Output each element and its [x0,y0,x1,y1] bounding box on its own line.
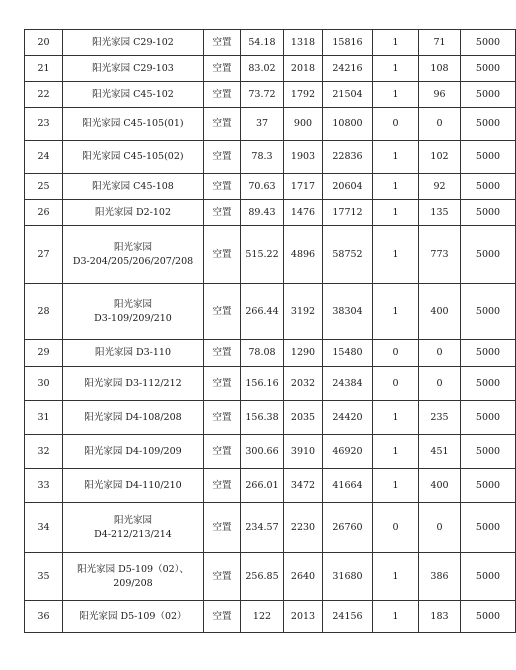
cell-value-1: 3910 [284,435,323,469]
cell-value-4: 0 [419,503,461,553]
cell-status: 空置 [204,503,241,553]
cell-row-number: 30 [25,367,63,401]
cell-value-5: 5000 [461,435,516,469]
cell-value-5: 5000 [461,141,516,174]
cell-area: 256.85 [241,553,284,601]
cell-area: 515.22 [241,226,284,284]
table-row [25,226,516,284]
cell-area: 300.66 [241,435,284,469]
cell-value-3: 1 [373,56,419,82]
cell-area: 78.3 [241,141,284,174]
cell-value-3: 1 [373,401,419,435]
cell-value-1: 900 [284,108,323,141]
cell-value-1: 2032 [284,367,323,401]
cell-property-name [63,200,204,226]
cell-area: 54.18 [241,30,284,56]
property-name-line: 阳光家园 C29-103 [92,62,174,74]
cell-value-4: 386 [419,553,461,601]
cell-value-3: 1 [373,82,419,108]
cell-area: 70.63 [241,174,284,200]
cell-value-3: 0 [373,108,419,141]
cell-status: 空置 [204,226,241,284]
cell-property-name [63,435,204,469]
cell-value-4: 235 [419,401,461,435]
cell-property-name [63,469,204,503]
property-name-line: 阳光家园 C29-102 [92,36,174,48]
cell-value-3: 1 [373,601,419,633]
cell-property-name [63,367,204,401]
cell-value-2: 15816 [323,30,373,56]
cell-property-name [63,503,204,553]
cell-property-name [63,30,204,56]
cell-value-2: 15480 [323,340,373,367]
table-row [25,401,516,435]
cell-value-4: 96 [419,82,461,108]
cell-property-name [63,56,204,82]
property-name-line: 阳光家园 [113,298,152,310]
cell-value-3: 1 [373,141,419,174]
cell-area: 89.43 [241,200,284,226]
cell-row-number: 27 [25,226,63,284]
cell-row-number: 20 [25,30,63,56]
cell-value-1: 1792 [284,82,323,108]
cell-property-name [63,553,204,601]
cell-area: 266.01 [241,469,284,503]
table-row [25,82,516,108]
cell-value-5: 5000 [461,367,516,401]
cell-property-name [63,82,204,108]
cell-status: 空置 [204,82,241,108]
cell-area: 78.08 [241,340,284,367]
cell-row-number: 31 [25,401,63,435]
table-row [25,503,516,553]
property-name-line: 阳光家园 D3-112/212 [84,377,182,389]
cell-value-5: 5000 [461,340,516,367]
property-name-line-2: 209/208 [113,577,153,589]
cell-status: 空置 [204,284,241,340]
property-name-line: 阳光家园 D5-109（02）、 [77,563,189,575]
cell-area: 122 [241,601,284,633]
cell-value-5: 5000 [461,503,516,553]
cell-area: 266.44 [241,284,284,340]
table-row [25,340,516,367]
cell-value-4: 92 [419,174,461,200]
cell-property-name [63,141,204,174]
cell-value-5: 5000 [461,30,516,56]
cell-value-2: 46920 [323,435,373,469]
table-row [25,56,516,82]
cell-status: 空置 [204,30,241,56]
cell-value-1: 1717 [284,174,323,200]
cell-row-number: 29 [25,340,63,367]
cell-row-number: 26 [25,200,63,226]
cell-value-2: 10800 [323,108,373,141]
cell-value-5: 5000 [461,553,516,601]
cell-value-1: 4896 [284,226,323,284]
property-name-line-2: D4-212/213/214 [94,528,172,540]
cell-value-5: 5000 [461,82,516,108]
cell-value-2: 24216 [323,56,373,82]
property-name-line-2: D3-204/205/206/207/208 [72,255,194,267]
cell-value-4: 0 [419,340,461,367]
cell-value-5: 5000 [461,226,516,284]
table-row [25,30,516,56]
cell-value-2: 22836 [323,141,373,174]
cell-status: 空置 [204,340,241,367]
cell-value-2: 31680 [323,553,373,601]
cell-value-2: 24420 [323,401,373,435]
table-row [25,435,516,469]
cell-property-name [63,226,204,284]
cell-value-4: 400 [419,469,461,503]
cell-value-3: 0 [373,367,419,401]
cell-value-1: 1476 [284,200,323,226]
cell-value-5: 5000 [461,469,516,503]
table-row [25,553,516,601]
cell-row-number: 33 [25,469,63,503]
cell-row-number: 36 [25,601,63,633]
property-name-line: 阳光家园 D3-110 [94,347,172,358]
cell-row-number: 24 [25,141,63,174]
table-row [25,108,516,141]
table-row [25,200,516,226]
cell-row-number: 21 [25,56,63,82]
table-row [25,601,516,633]
cell-property-name [63,601,204,633]
cell-property-name [63,284,204,340]
property-name-line: 阳光家园 D4-110/210 [84,479,182,491]
cell-value-5: 5000 [461,284,516,340]
cell-value-3: 1 [373,469,419,503]
property-name-line: 阳光家园 D2-102 [94,206,172,218]
cell-row-number: 23 [25,108,63,141]
cell-status: 空置 [204,435,241,469]
cell-value-5: 5000 [461,401,516,435]
cell-property-name [63,108,204,141]
cell-status: 空置 [204,469,241,503]
cell-value-4: 183 [419,601,461,633]
cell-value-5: 5000 [461,601,516,633]
cell-value-1: 2013 [284,601,323,633]
cell-value-2: 17712 [323,200,373,226]
table-row [25,367,516,401]
cell-value-5: 5000 [461,108,516,141]
cell-status: 空置 [204,174,241,200]
cell-value-2: 21504 [323,82,373,108]
cell-value-3: 1 [373,174,419,200]
cell-value-1: 1290 [284,340,323,367]
cell-area: 156.38 [241,401,284,435]
property-name-line: 阳光家园 [113,514,152,526]
cell-value-4: 0 [419,108,461,141]
property-name-line: 阳光家园 C45-108 [92,180,174,192]
cell-area: 156.16 [241,367,284,401]
cell-status: 空置 [204,108,241,141]
cell-value-2: 58752 [323,226,373,284]
cell-value-2: 24384 [323,367,373,401]
cell-status: 空置 [204,601,241,633]
cell-row-number: 28 [25,284,63,340]
cell-value-4: 102 [419,141,461,174]
cell-value-1: 2035 [284,401,323,435]
cell-row-number: 32 [25,435,63,469]
cell-value-4: 108 [419,56,461,82]
cell-value-4: 773 [419,226,461,284]
cell-status: 空置 [204,200,241,226]
cell-value-1: 3472 [284,469,323,503]
table-row [25,141,516,174]
cell-value-4: 0 [419,367,461,401]
cell-value-1: 1318 [284,30,323,56]
cell-value-3: 1 [373,553,419,601]
cell-property-name [63,340,204,367]
cell-value-2: 41664 [323,469,373,503]
cell-value-2: 20604 [323,174,373,200]
property-table [24,29,516,633]
cell-value-4: 451 [419,435,461,469]
cell-value-1: 2018 [284,56,323,82]
cell-value-1: 1903 [284,141,323,174]
property-name-line-2: D3-109/209/210 [94,312,172,324]
cell-value-1: 2640 [284,553,323,601]
table-row [25,469,516,503]
cell-property-name [63,174,204,200]
cell-value-3: 0 [373,340,419,367]
cell-area: 73.72 [241,82,284,108]
cell-status: 空置 [204,56,241,82]
cell-row-number: 25 [25,174,63,200]
cell-row-number: 22 [25,82,63,108]
property-name-line: 阳光家园 D4-109/209 [84,445,182,457]
table-body [25,30,516,633]
cell-value-5: 5000 [461,56,516,82]
cell-value-3: 1 [373,435,419,469]
table-row [25,174,516,200]
cell-value-1: 3192 [284,284,323,340]
table-row [25,284,516,340]
property-name-line: 阳光家园 D5-109（02） [79,610,187,622]
property-name-line: 阳光家园 C45-105(02) [82,151,184,162]
cell-value-3: 1 [373,226,419,284]
cell-value-2: 38304 [323,284,373,340]
cell-value-4: 400 [419,284,461,340]
property-name-line: 阳光家园 C45-105(01) [82,118,184,129]
cell-value-3: 1 [373,30,419,56]
property-name-line: 阳光家园 C45-102 [92,88,174,100]
cell-area: 83.02 [241,56,284,82]
cell-value-3: 1 [373,200,419,226]
cell-value-4: 135 [419,200,461,226]
cell-value-2: 24156 [323,601,373,633]
cell-area: 37 [241,108,284,141]
cell-property-name [63,401,204,435]
cell-value-1: 2230 [284,503,323,553]
cell-value-5: 5000 [461,174,516,200]
cell-status: 空置 [204,367,241,401]
cell-value-4: 71 [419,30,461,56]
cell-value-5: 5000 [461,200,516,226]
cell-row-number: 34 [25,503,63,553]
property-name-line: 阳光家园 [113,241,152,253]
cell-status: 空置 [204,141,241,174]
cell-value-2: 26760 [323,503,373,553]
cell-value-3: 1 [373,284,419,340]
cell-value-3: 0 [373,503,419,553]
cell-status: 空置 [204,401,241,435]
cell-row-number: 35 [25,553,63,601]
cell-status: 空置 [204,553,241,601]
property-name-line: 阳光家园 D4-108/208 [84,411,182,423]
cell-area: 234.57 [241,503,284,553]
